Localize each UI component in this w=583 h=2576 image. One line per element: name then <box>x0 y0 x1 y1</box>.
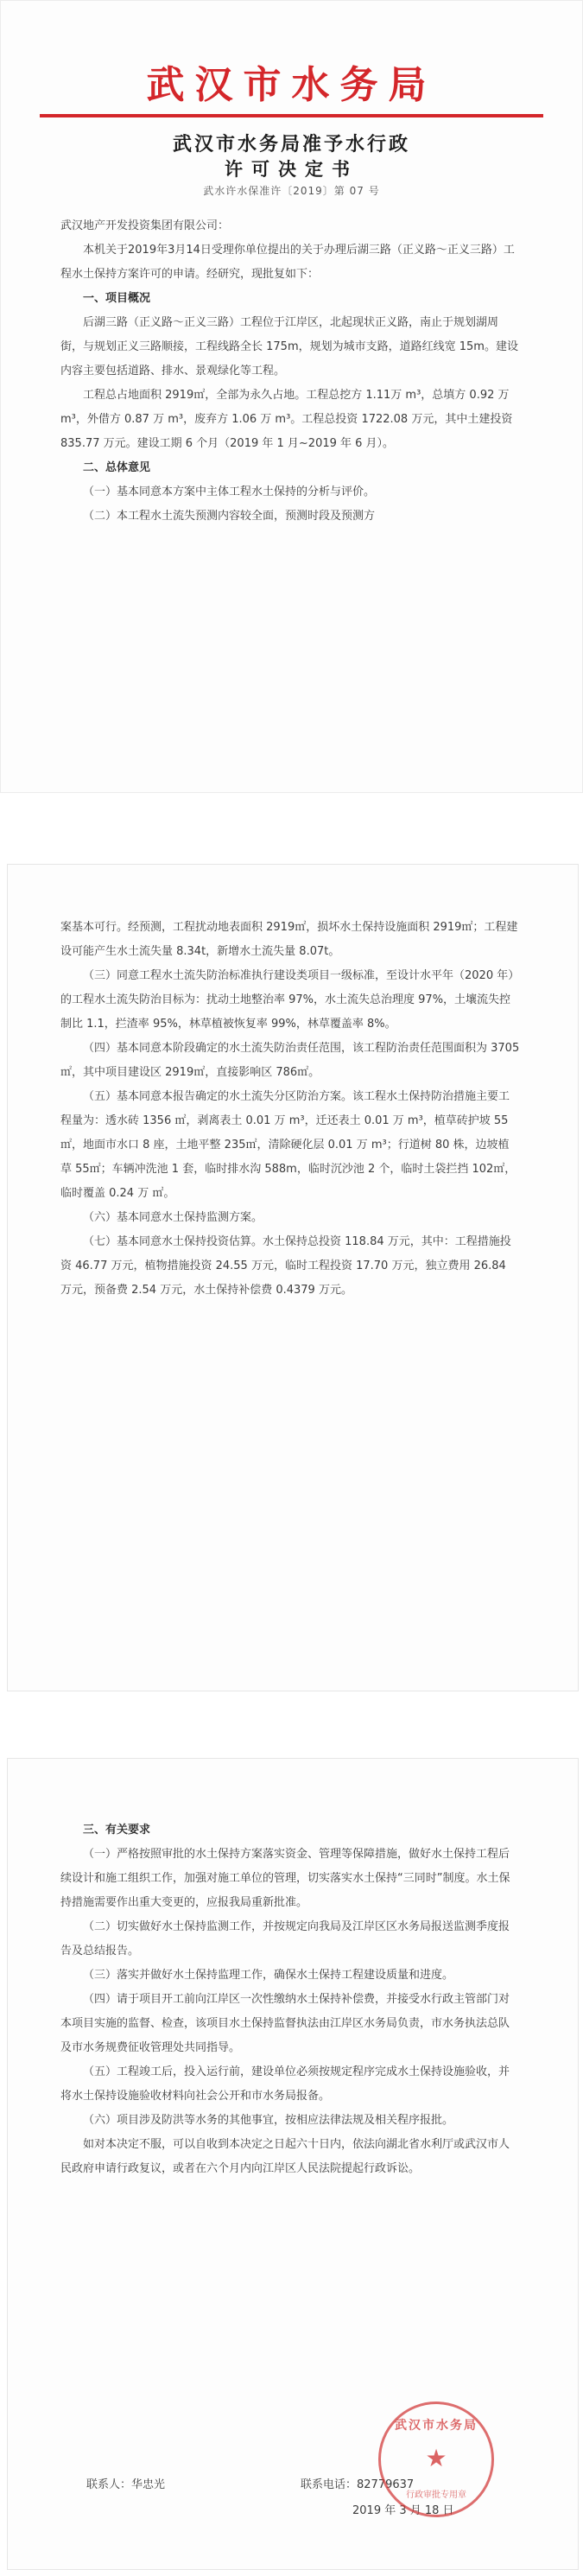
opinion-5: （五）基本同意本报告确定的水土流失分区防治方案。该工程水土保持防治措施主要工程量为：透水砖 1356 ㎡，剥离表土 0.01 万 m³，迁还表土 0.01 万 m³，植草砖护坡 55㎡，地面市水口 8 座，土地平整 235㎡，清除硬化层 0.01 万 m³；行道树 80 株，边坡植草 55㎡；车辆冲洗池 1 套，临时排水沟 588m，临时沉沙池 2 个，临时土袋拦挡 102㎡，临时覆盖 0.24 万 ㎡。 <box>60 1090 516 1200</box>
requirement-1: （一）严格按照审批的水土保持方案落实资金、管理等保障措施，做好水土保持工程后续设计和施工组织工作，加强对施工单位的管理，切实落实水土保持“三同时”制度。水土保持措施需要作出重大变更的，应报我局重新批准。 <box>60 1848 510 1909</box>
seal-subtitle: 行政审批专用章 <box>406 2490 466 2500</box>
appeal-notice: 如对本决定不服，可以自收到本决定之日起六十日内，依法向湖北省水利厅或武汉市人民政府申请行政复议，或者在六个月内向江岸区人民法院提起行政诉讼。 <box>60 2138 510 2175</box>
opinion-1: （一）基本同意本方案中主体工程水土保持的分析与评价。 <box>83 485 376 498</box>
document-title-line1: 武汉市水务局准予水行政 <box>172 134 410 155</box>
requirement-5: （五）工程竣工后，投入运行前，建设单位必须按规定程序完成水土保持设施验收，并将水土保持设施验收材料向社会公开和市水务局报备。 <box>60 2065 510 2103</box>
opinion-7: （七）基本同意水土保持投资估算。水土保持总投资 118.84 万元，其中：工程措施投资 46.77 万元，植物措施投资 24.55 万元，临时工程投资 17.70 万元，独立费用 26.84 万元，预备费 2.54 万元，水土保持补偿费 0.4379 万元。 <box>60 1235 511 1297</box>
opinion-2-continued: 案基本可行。经预测，工程扰动地表面积 2919㎡，损坏水土保持设施面积 2919㎡；工程建设可能产生水土流失量 8.34t，新增水土流失量 8.07t。 <box>60 921 518 958</box>
seal-title: 武汉市水务局 <box>395 2419 478 2433</box>
opinion-2-start: （二）本工程水土流失预测内容较全面，预测时段及预测方 <box>83 510 376 523</box>
contact-person: 联系人：华忠光 <box>86 2478 166 2491</box>
page1-body <box>60 214 520 529</box>
requirement-2: （二）切实做好水土保持监测工作，并按规定向我局及江岸区区水务局报送监测季度报告及总结报告。 <box>60 1920 510 1957</box>
opinion-6: （六）基本同意水土保持监测方案。 <box>83 1211 263 1224</box>
document-number: 武水许水保准许〔2019〕第 07 号 <box>203 185 380 197</box>
addressee: 武汉地产开发投资集团有限公司： <box>60 219 230 232</box>
document-page-3 <box>7 1758 579 2570</box>
issue-date: 2019 年 3 月 18 日 <box>352 2504 454 2517</box>
page2-body <box>60 916 520 1303</box>
section-heading-overview: 一、项目概况 <box>83 292 151 305</box>
intro-paragraph: 本机关于2019年3月14日受理你单位提出的关于办理后湖三路（正义路～正义三路）工程水土保持方案许可的申请。经研究，现批复如下： <box>60 244 515 281</box>
official-seal <box>378 2402 494 2517</box>
seal-star-icon: ★ <box>425 2444 447 2472</box>
overview-paragraph-2: 工程总占地面积 2919㎡，全部为永久占地。工程总挖方 1.11万 m³，总填方 0.92 万 m³，外借方 0.87 万 m³，废弃方 1.06 万 m³。工程总投资 1722.08 万元，其中土建投资 835.77 万元。建设工期 6 个月（2019 年 1 月~2019 年 6 月）。 <box>60 389 513 450</box>
section-heading-opinion: 二、总体意见 <box>83 461 151 474</box>
document-title-line2: 许可决定书 <box>225 159 358 180</box>
opinion-4: （四）基本同意本阶段确定的水土流失防治责任范围，该工程防治责任范围面积为 3705㎡，其中项目建设区 2919㎡，直接影响区 786㎡。 <box>60 1042 520 1079</box>
requirement-3: （三）落实并做好水土保持监理工作，确保水土保持工程建设质量和进度。 <box>83 1969 454 1982</box>
requirement-6: （六）项目涉及防洪等水务的其他事宜，按相应法律法规及相关程序报批。 <box>83 2114 454 2127</box>
opinion-3: （三）同意工程水土流失防治标准执行建设类项目一级标准，至设计水平年（2020 年）的工程水土流失防治目标为：扰动土地整治率 97%，水土流失总治理度 97%，土壤流失控制比 1.1，拦渣率 95%，林草植被恢复率 99%，林草覆盖率 8%。 <box>60 969 520 1031</box>
document-page-1 <box>0 0 583 793</box>
contact-phone: 联系电话：82779637 <box>301 2478 415 2491</box>
requirement-4: （四）请于项目开工前向江岸区一次性缴纳水土保持补偿费，并接受水行政主管部门对本项目实施的监督、检查，该项目水土保持监督执法由江岸区水务局负责，市水务执法总队及市水务规费征收管理处共同指导。 <box>60 1993 510 2054</box>
header-red-rule <box>40 114 543 117</box>
page3-body <box>60 1818 520 2181</box>
overview-paragraph-1: 后湖三路（正义路～正义三路）工程位于江岸区，北起现状正义路，南止于规划湖周街，与规划正义三路顺接，工程线路全长 175m，规划为城市支路，道路红线宽 15m。建设内容主要包括道路、排水、景观绿化等工程。 <box>60 316 518 378</box>
section-heading-requirements: 三、有关要求 <box>83 1824 151 1837</box>
issuing-authority-header: 武汉市水务局 <box>146 63 437 107</box>
document-page-2 <box>7 864 579 1691</box>
